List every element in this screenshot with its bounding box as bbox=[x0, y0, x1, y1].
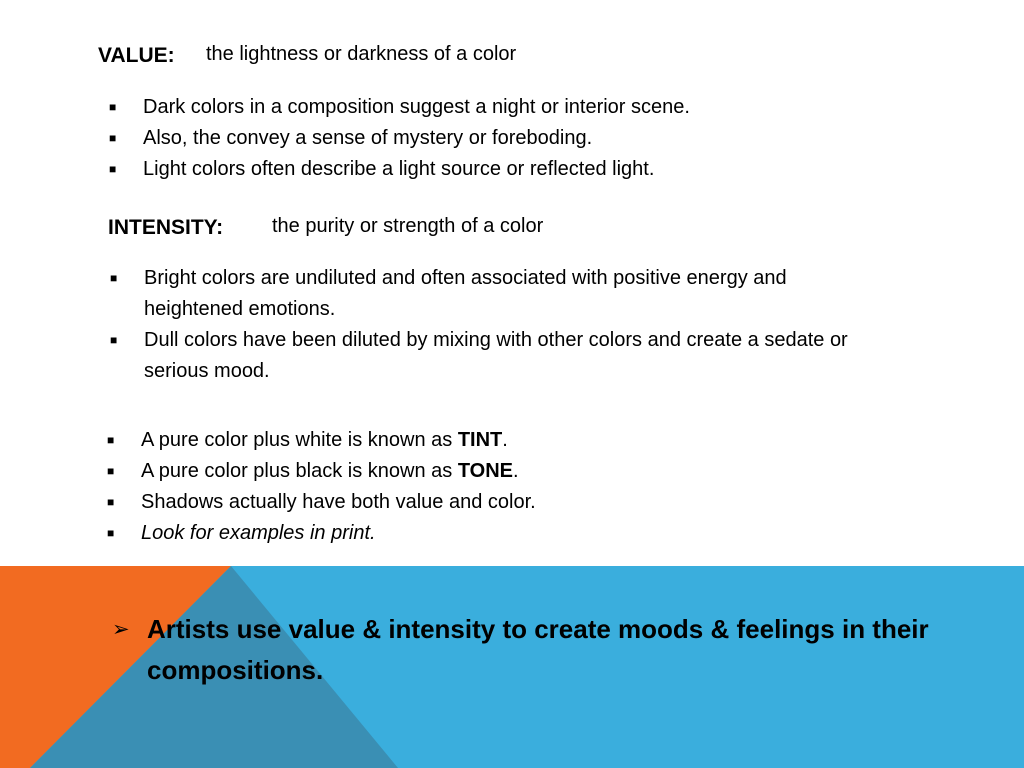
list-item: ■ Dull colors have been diluted by mixing with other colors and create a sedate or serious mood. bbox=[110, 325, 880, 387]
arrow-bullet-icon: ➢ bbox=[112, 618, 130, 641]
list-item: ■ Bright colors are undiluted and often associated with positive energy and heightened emotions. bbox=[110, 263, 880, 325]
list-item: ■ A pure color plus white is known as TINT. bbox=[107, 425, 867, 456]
terms-bullet-list bbox=[107, 425, 867, 549]
value-definition: the lightness or darkness of a color bbox=[206, 43, 517, 65]
intensity-bullet-list bbox=[110, 263, 880, 387]
list-item: ■ Look for examples in print. bbox=[107, 518, 867, 549]
bullet-icon: ■ bbox=[107, 495, 115, 509]
tone-term: TONE bbox=[457, 460, 514, 482]
summary-list bbox=[112, 609, 952, 691]
bullet-icon: ■ bbox=[109, 100, 117, 114]
bullet-icon: ■ bbox=[110, 271, 118, 285]
bullet-icon: ■ bbox=[107, 526, 115, 540]
list-item: ■ Dark colors in a composition suggest a night or interior scene. bbox=[109, 92, 869, 123]
summary-text: Artists use value & intensity to create moods & feelings in their compositions. bbox=[147, 614, 929, 685]
bullet-icon: ■ bbox=[109, 131, 117, 145]
value-bullet-list bbox=[109, 92, 869, 185]
summary-item bbox=[112, 609, 952, 691]
bullet-icon: ■ bbox=[110, 333, 118, 347]
intensity-definition: the purity or strength of a color bbox=[272, 215, 544, 237]
tint-term: TINT bbox=[457, 429, 503, 451]
bullet-icon: ■ bbox=[109, 162, 117, 176]
value-heading: VALUE: bbox=[98, 44, 175, 67]
bullet-icon: ■ bbox=[107, 464, 115, 478]
list-item: ■ Also, the convey a sense of mystery or foreboding. bbox=[109, 123, 869, 154]
list-item: ■ Light colors often describe a light source or reflected light. bbox=[109, 154, 869, 185]
intensity-heading: INTENSITY: bbox=[108, 216, 224, 239]
list-item: ■ Shadows actually have both value and color. bbox=[107, 487, 867, 518]
list-item: ■ A pure color plus black is known as TONE. bbox=[107, 456, 867, 487]
bullet-icon: ■ bbox=[107, 433, 115, 447]
